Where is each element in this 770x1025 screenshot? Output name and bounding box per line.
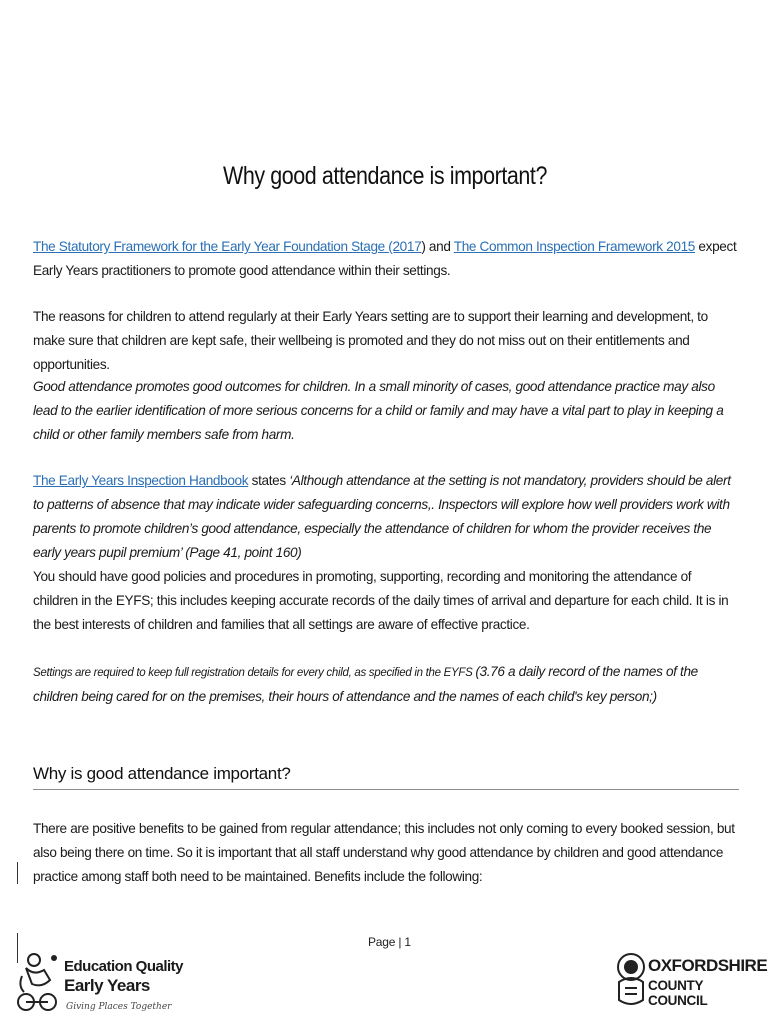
heading-rule	[33, 789, 739, 790]
link-statutory-framework[interactable]: The Statutory Framework for the Early Year Foundation Stage (2017	[33, 239, 422, 254]
paragraph-text: states	[248, 473, 290, 488]
paragraph-text: expect Early Years practitioners to promote good attendance within their settings.	[33, 239, 737, 278]
paragraph-benefits: There are positive benefits to be gained from regular attendance; this includes not only coming to every booked session, but also being there on time. So it is important that all staff understand why good attendance by children and good attendance practice among staff both need to be maintained. Benefits include the following:	[33, 821, 735, 884]
section-heading: Why is good attendance important?	[33, 764, 291, 783]
oxfordshire-county-council-logo	[616, 952, 768, 1012]
change-bar	[17, 862, 18, 884]
page-number: Page | 1	[368, 935, 411, 949]
paragraph-text: ) and	[421, 239, 454, 254]
registration-requirement: Settings are required to keep full registration details for every child, as specified in the EYFS	[33, 667, 476, 679]
paragraph-inspection-handbook	[33, 469, 737, 565]
paragraph-policies: You should have good policies and procedures in promoting, supporting, recording and monitoring the attendance of children in the EYFS; this includes keeping accurate records of the daily times of arrival and departure for each child. It is in the best interests of children and families that all settings are aware of effective practice.	[33, 569, 729, 632]
paragraph-frameworks	[33, 235, 737, 283]
county-crest-icon	[616, 952, 646, 1008]
logo-tagline: Giving Places Together	[66, 1002, 172, 1012]
logo-line-early-years: Early Years	[64, 976, 150, 995]
handbook-quote: ‘Although attendance at the setting is not mandatory, providers should be alert to patterns of absence that may indicate wider safeguarding concerns,. Inspectors will explore how well providers work with parents to promote children’s good attendance, especially the attendance of children for whom the provider receives the early years pupil premium’ (Page 41, point 160)	[33, 473, 731, 560]
link-inspection-handbook[interactable]: The Early Years Inspection Handbook	[33, 473, 249, 488]
paragraph-good-outcomes: Good attendance promotes good outcomes for children. In a small minority of cases, good attendance practice may also lead to the earlier identification of more serious concerns for a child or family and may have a vital part to play in keeping a child or other family members safe from harm.	[33, 379, 724, 442]
link-common-inspection-framework[interactable]: The Common Inspection Framework 2015	[453, 239, 695, 254]
paragraph-reasons: The reasons for children to attend regularly at their Early Years setting are to support their learning and development, to make sure that children are kept safe, their wellbeing is promoted and they do not miss out on their entitlements and opportunities.	[33, 309, 708, 372]
education-quality-logo	[14, 946, 184, 1020]
logo-line-county-council: COUNTY COUNCIL	[648, 978, 708, 1008]
logo-line-education-quality: Education Quality	[64, 958, 184, 975]
paragraph-registration	[33, 660, 737, 709]
logo-line-oxfordshire: OXFORDSHIRE	[648, 956, 768, 975]
page-title: Why good attendance is important?	[222, 162, 548, 190]
registration-detail: (3.76 a daily record of the names of the children being cared for on the premises, their hours of attendance and the names of each child's key person;)	[33, 664, 698, 704]
children-playing-icon	[14, 946, 66, 1020]
